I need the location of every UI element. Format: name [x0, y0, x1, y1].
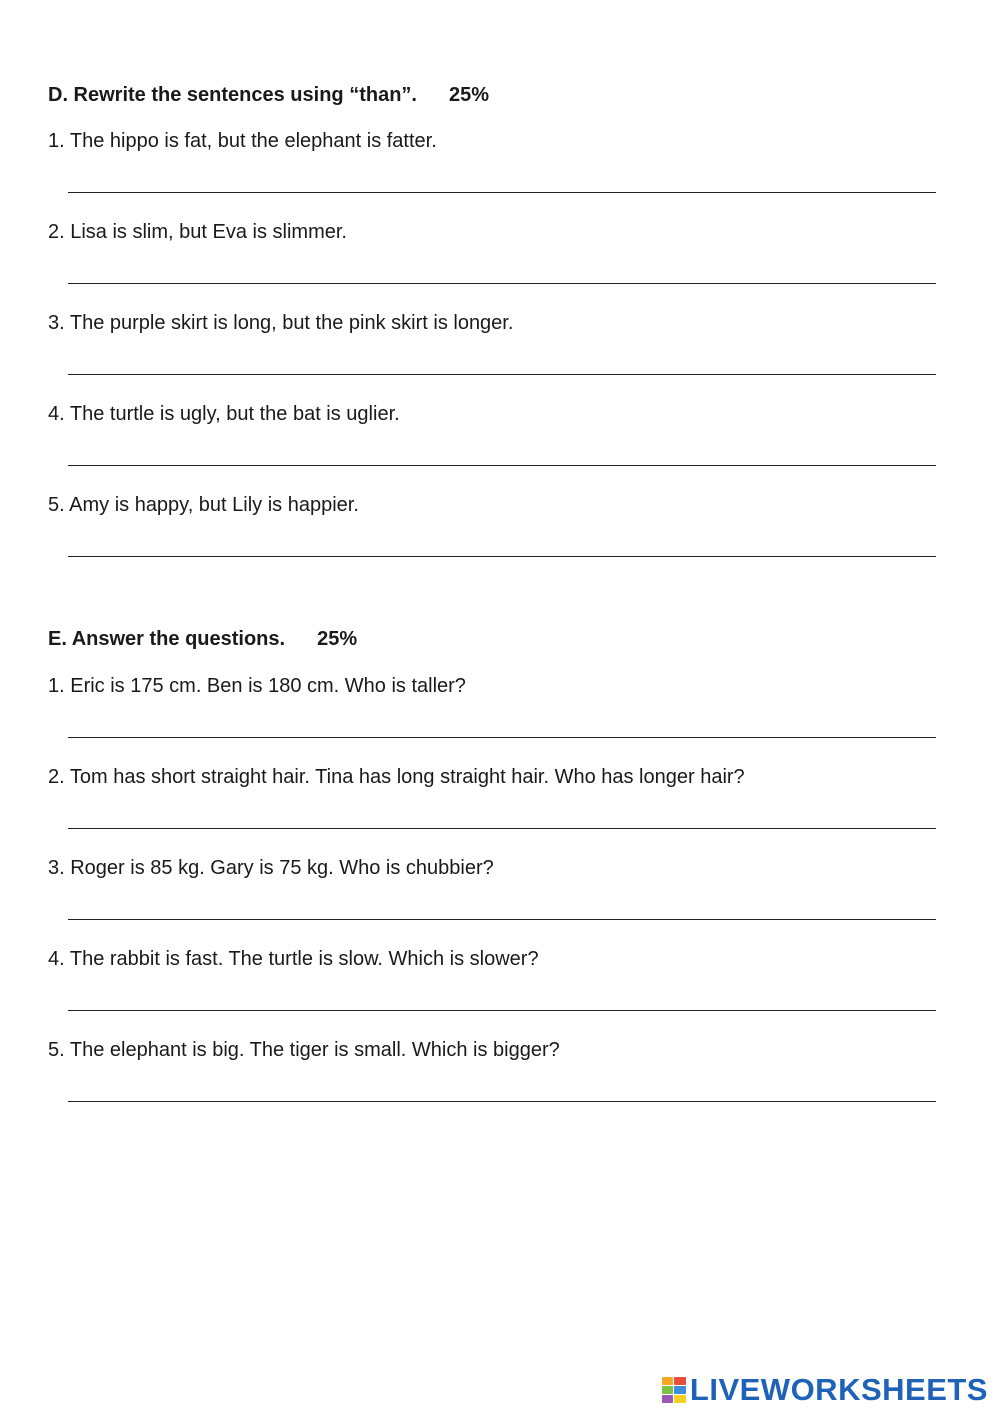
section-e-percent: 25% — [317, 628, 358, 650]
logo-text: LIVEWORKSHEETS — [689, 1372, 988, 1407]
section-d — [48, 80, 938, 581]
question-text: 4. The rabbit is fast. The turtle is slow. Which is slower? — [48, 948, 539, 970]
logo-block — [662, 1386, 674, 1394]
question-item — [48, 217, 938, 308]
question-text: 1. The hippo is fat, but the elephant is fatter. — [48, 130, 437, 152]
answer-line[interactable] — [68, 192, 936, 193]
question-text: 3. Roger is 85 kg. Gary is 75 kg. Who is chubbier? — [48, 857, 494, 879]
answer-line[interactable] — [68, 919, 936, 920]
answer-line[interactable] — [68, 465, 936, 466]
answer-line[interactable] — [68, 1101, 936, 1102]
question-text: 1. Eric is 175 cm. Ben is 180 cm. Who is taller? — [48, 675, 466, 697]
answer-line[interactable] — [68, 737, 936, 738]
question-item — [48, 490, 938, 581]
logo-block — [662, 1395, 674, 1403]
section-d-title: D. Rewrite the sentences using “than”. — [48, 84, 417, 106]
question-text: 5. Amy is happy, but Lily is happier. — [48, 494, 359, 516]
question-item — [48, 399, 938, 490]
question-item — [48, 853, 938, 944]
liveworksheets-logo — [662, 1372, 988, 1408]
answer-line[interactable] — [68, 374, 936, 375]
question-item — [48, 308, 938, 399]
section-e-title: E. Answer the questions. — [48, 628, 286, 650]
section-e-items — [48, 671, 938, 1126]
logo-block — [674, 1386, 686, 1394]
section-d-percent: 25% — [448, 84, 489, 106]
question-text: 2. Tom has short straight hair. Tina has long straight hair. Who has longer hair? — [48, 766, 745, 788]
liveworksheets-logo-icon — [662, 1377, 686, 1403]
question-text: 3. The purple skirt is long, but the pink skirt is longer. — [48, 312, 514, 334]
logo-block — [674, 1395, 686, 1403]
section-e — [48, 624, 938, 1126]
answer-line[interactable] — [68, 1010, 936, 1011]
section-d-items — [48, 126, 938, 581]
question-item — [48, 671, 938, 762]
logo-block — [674, 1377, 686, 1385]
answer-line[interactable] — [68, 828, 936, 829]
answer-line[interactable] — [68, 556, 936, 557]
question-item — [48, 1035, 938, 1126]
section-d-heading — [48, 80, 938, 110]
question-text: 2. Lisa is slim, but Eva is slimmer. — [48, 221, 347, 243]
logo-block — [662, 1377, 674, 1385]
question-item — [48, 944, 938, 1035]
question-item — [48, 126, 938, 217]
section-e-heading — [48, 624, 938, 654]
question-text: 4. The turtle is ugly, but the bat is uglier. — [48, 403, 400, 425]
answer-line[interactable] — [68, 283, 936, 284]
question-text: 5. The elephant is big. The tiger is small. Which is bigger? — [48, 1039, 560, 1061]
question-item — [48, 762, 938, 853]
